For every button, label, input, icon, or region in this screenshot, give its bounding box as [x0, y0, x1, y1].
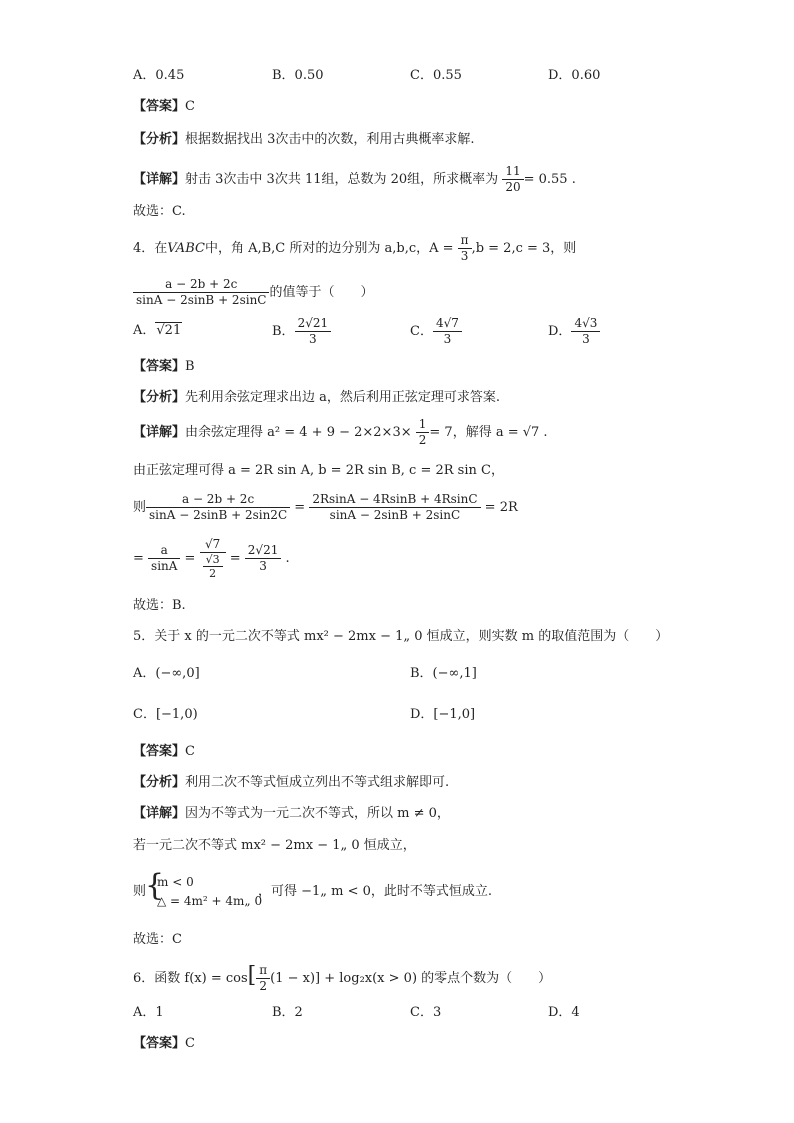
fraction — [416, 417, 430, 448]
detail-tag: 【详解】 — [133, 806, 186, 821]
q3-option-a: A．0.45 — [133, 68, 185, 83]
q5-option-c: C．[−1,0) — [133, 707, 198, 722]
fraction — [571, 316, 600, 347]
frac-num: π — [458, 233, 472, 249]
detail-tag: 【详解】 — [133, 172, 186, 187]
fraction — [309, 492, 480, 523]
stem-pre: 函数 f(x) = cos — [154, 971, 248, 986]
fraction — [133, 277, 269, 308]
q4-option-b — [272, 315, 331, 349]
option-label: C． — [410, 324, 433, 339]
q4-stem — [133, 232, 576, 266]
q6-answer — [133, 1035, 195, 1053]
frac-num: a − 2b + 2c — [146, 492, 290, 508]
answer-tag: 【答案】 — [133, 744, 186, 759]
triangle-label: VABC — [167, 241, 205, 256]
q5-analysis — [133, 774, 449, 792]
q5-system-prefix: 则 — [133, 884, 147, 899]
q3-detail — [133, 163, 576, 197]
analysis-text: 根据数据找出 3次击中的次数，利用古典概率求解. — [185, 132, 475, 147]
question-number: 6． — [133, 971, 155, 986]
answer-value: C — [185, 99, 195, 114]
q3-option-b: B．0.50 — [272, 68, 324, 83]
q3-conclusion: 故选：C. — [133, 204, 186, 219]
q5-detail — [133, 805, 450, 823]
detail-result: = 7，解得 a = √7 . — [429, 425, 548, 440]
frac-den: sinA − 2sinB + 2sinC — [136, 293, 267, 307]
fraction — [295, 316, 332, 347]
q4-option-d — [548, 315, 600, 349]
frac-den: 3 — [443, 332, 452, 346]
q5-option-d: D．[−1,0] — [410, 707, 476, 722]
stem-mid: 中，角 A,B,C 所对的边分别为 a,b,c，A = — [204, 241, 454, 256]
frac-den: sinA − 2sinB + 2sin2C — [149, 508, 288, 522]
q5-system-line-2: △ = 4m² + 4m„ 0 — [157, 894, 263, 908]
frac-den: 20 — [505, 180, 521, 194]
fraction — [148, 543, 180, 574]
expr-post: 的值等于（ ） — [269, 285, 374, 300]
q5-option-b: B．(−∞,1] — [410, 666, 477, 681]
answer-tag: 【答案】 — [133, 99, 186, 114]
q4-answer — [133, 358, 195, 376]
answer-value: C — [185, 1036, 195, 1051]
detail-tag: 【详解】 — [133, 425, 186, 440]
option-label: D． — [548, 324, 572, 339]
q3-option-c: C．0.55 — [410, 68, 462, 83]
q4-expression — [133, 275, 374, 311]
option-a-value: √21 — [156, 323, 182, 338]
answer-tag: 【答案】 — [133, 359, 186, 374]
fraction — [458, 233, 472, 264]
q5-option-a: A．(−∞,0] — [133, 666, 200, 681]
detail-text: 射击 3次击中 3次共 11组，总数为 20组，所求概率为 — [185, 172, 499, 187]
q4-sine-law: 由正弦定理可得 a = 2R sin A, b = 2R sin B, c = 2R sin C， — [133, 463, 504, 478]
q5-system-line-1: m < 0 — [157, 875, 194, 889]
frac-den: 2 — [418, 433, 427, 447]
fraction — [256, 963, 270, 994]
left-brace-icon: { — [145, 868, 165, 903]
frac-num: 2RsinA − 4RsinB + 4RsinC — [309, 492, 480, 508]
q6-option-d: D．4 — [548, 1005, 580, 1020]
frac-den: sinA — [151, 559, 178, 573]
option-label: A． — [133, 323, 156, 338]
q4-conclusion: 故选：B. — [133, 598, 186, 613]
frac-num: 2√21 — [295, 316, 332, 332]
stem-post: ,b = 2,c = 3，则 — [471, 241, 577, 256]
bracket-icon: [ — [247, 963, 257, 988]
q6-stem — [133, 958, 551, 994]
q4-option-c — [410, 315, 462, 349]
fraction — [200, 537, 226, 580]
stem-pre: 在 — [154, 241, 168, 256]
fraction — [146, 492, 290, 523]
q4-option-a — [133, 322, 182, 340]
frac-num: √7 — [200, 537, 226, 553]
fraction — [245, 543, 282, 574]
frac-den: 2 — [259, 979, 267, 993]
answer-value: C — [185, 744, 195, 759]
analysis-text: 先利用余弦定理求出边 a，然后利用正弦定理可求答案. — [185, 390, 501, 405]
frac-den: 3 — [582, 332, 590, 346]
analysis-tag: 【分析】 — [133, 775, 186, 790]
q3-answer — [133, 98, 195, 116]
line-prefix: 则 — [133, 500, 147, 515]
q3-option-d: D．0.60 — [548, 68, 601, 83]
q4-derivation-1: 则 $\frac{a - 2b + 2c}{\sin A - 2\sin B + 2\sin 2C}$ = $\frac{2RsinA - 4RsinB + 4RsinC}{\sin A - 2\sin B + 2\sin C}$ = 2R — [133, 492, 518, 522]
q4-analysis — [133, 389, 500, 407]
q5-conclusion: 故选：C — [133, 932, 182, 947]
frac-den: 3 — [259, 559, 267, 573]
frac-num: 4√7 — [433, 316, 462, 332]
detail-result: = 0.55 . — [523, 172, 576, 187]
stem-text: 关于 x 的一元二次不等式 mx² − 2mx − 1„ 0 恒成立，则实数 m 的取值范围为（ ） — [154, 629, 669, 644]
q6-option-a: A．1 — [133, 1005, 164, 1020]
frac-den: $\frac{√3}{2}$ — [200, 553, 226, 580]
frac-num: 2√21 — [245, 543, 282, 559]
frac-den: 3 — [309, 332, 317, 346]
frac-num: a — [148, 543, 180, 559]
q6-option-c: C．3 — [410, 1005, 442, 1020]
stem-post: (1 − x)] + log₂x(x > 0) 的零点个数为（ ） — [270, 971, 552, 986]
q5-system-result: ，可得 −1„ m < 0，此时不等式恒成立. — [258, 884, 493, 899]
q6-option-b: B．2 — [272, 1005, 303, 1020]
q5-stem — [133, 628, 668, 646]
line-suffix: = 2R — [484, 500, 518, 515]
q4-detail — [133, 415, 548, 451]
frac-num: a − 2b + 2c — [133, 277, 269, 293]
frac-num: 4√3 — [571, 316, 600, 332]
fraction — [433, 316, 462, 347]
question-number: 5． — [133, 629, 155, 644]
q5-condition: 若一元二次不等式 mx² − 2mx − 1„ 0 恒成立， — [133, 838, 416, 853]
detail-text: 由余弦定理得 a² = 4 + 9 − 2×2×3× — [185, 425, 412, 440]
frac-den: 3 — [460, 249, 469, 263]
q3-analysis — [133, 131, 475, 149]
analysis-tag: 【分析】 — [133, 390, 186, 405]
analysis-tag: 【分析】 — [133, 132, 186, 147]
frac-num: π — [256, 963, 270, 979]
frac-num: 11 — [502, 164, 523, 180]
analysis-text: 利用二次不等式恒成立列出不等式组求解即可. — [185, 775, 450, 790]
answer-tag: 【答案】 — [133, 1036, 186, 1051]
frac-den: sinA − 2sinB + 2sinC — [329, 508, 461, 522]
question-number: 4． — [133, 241, 155, 256]
option-label: B． — [272, 324, 295, 339]
fraction — [502, 164, 523, 195]
q4-derivation-2: = $\frac{a}{\sin A}$ = $\frac{√7}{\frac{√3}{2}}$ = $\frac{2√21}{3}$ . — [133, 537, 290, 580]
answer-value: B — [185, 359, 195, 374]
q5-answer — [133, 743, 195, 761]
detail-text: 因为不等式为一元二次不等式，所以 m ≠ 0， — [185, 806, 450, 821]
frac-num: 1 — [416, 417, 430, 433]
